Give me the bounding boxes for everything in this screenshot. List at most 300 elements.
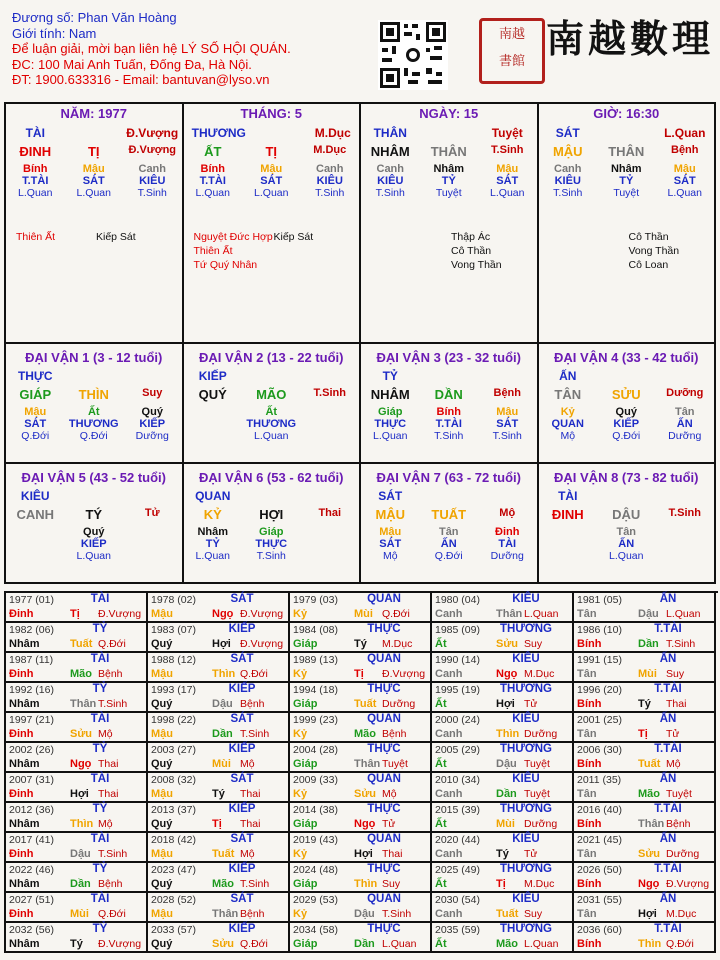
year-branch: Sửu: [496, 638, 519, 650]
hidden-state: L.Quan: [76, 187, 111, 199]
year-cell[interactable]: [6, 653, 148, 683]
year-stem: Canh: [435, 908, 463, 920]
hidden-stem: [126, 526, 178, 538]
year-label: 2016 (40): [577, 804, 622, 816]
year-cell[interactable]: [6, 713, 148, 743]
hidden-state: T.Sinh: [256, 550, 286, 562]
year-stem: Ất: [435, 698, 447, 710]
year-label: 1997 (21): [9, 714, 54, 726]
year-label: 2027 (51): [9, 894, 54, 906]
year-cell[interactable]: [148, 923, 290, 953]
year-cell[interactable]: [6, 923, 148, 953]
hidden-state: L.Quan: [667, 187, 702, 199]
year-god: TỶ: [92, 743, 108, 755]
year-cell[interactable]: [574, 713, 716, 743]
qr-code-icon[interactable]: [378, 20, 448, 90]
year-cell[interactable]: [148, 893, 290, 923]
year-stem: Mậu: [151, 728, 173, 740]
year-branch: Sửu: [70, 728, 93, 740]
hidden-state: [304, 430, 356, 442]
year-god: KIÊU: [512, 773, 540, 785]
year-cell[interactable]: [432, 923, 574, 953]
year-branch: Dần: [638, 638, 659, 650]
pillar-branch-state: Đ.Vượng: [128, 144, 177, 156]
year-cell[interactable]: [6, 743, 148, 773]
year-branch: Sửu: [354, 788, 377, 800]
hidden-god: [126, 538, 178, 550]
year-branch: Thìn: [354, 878, 378, 890]
hidden-god: KIẾP: [80, 538, 107, 550]
contact-phone-email: ĐT: 1900.633316 - Email: bantuvan@lyso.vn: [12, 72, 270, 87]
year-state: L.Quan: [524, 608, 559, 620]
hidden-state: [9, 550, 61, 562]
star-label: Thiên Ất: [193, 245, 233, 257]
year-state: Dưỡng: [524, 818, 558, 830]
year-branch: Hợi: [70, 788, 89, 800]
year-stem: Bính: [577, 638, 602, 650]
hidden-state: T.Sinh: [375, 187, 405, 199]
year-cell[interactable]: [432, 743, 574, 773]
year-state: Q.Đới: [382, 608, 410, 620]
hidden-god: [542, 538, 594, 550]
year-stem: Nhâm: [9, 698, 40, 710]
hidden-stem: Quý: [615, 406, 637, 418]
year-stem: Tân: [577, 908, 597, 920]
year-label: 2025 (49): [435, 864, 480, 876]
hidden-god: KIÊU: [139, 175, 166, 187]
year-cell[interactable]: [6, 593, 148, 623]
year-label: 1982 (06): [9, 624, 54, 636]
hidden-god: T.TÀI: [199, 175, 226, 187]
year-label: 2019 (43): [293, 834, 338, 846]
dai-van-stem: QUÝ: [198, 387, 227, 402]
year-cell[interactable]: [148, 773, 290, 803]
year-cell[interactable]: [290, 713, 432, 743]
hidden-stem: Tân: [674, 406, 695, 418]
pillar-branch-state: Bệnh: [671, 144, 699, 156]
year-cell[interactable]: [148, 713, 290, 743]
year-branch: Thìn: [70, 818, 94, 830]
year-branch: Tị: [496, 878, 506, 890]
pillar-month[interactable]: [184, 104, 362, 344]
year-god: QUAN: [367, 593, 401, 605]
year-label: 1995 (19): [435, 684, 480, 696]
year-branch: Thân: [496, 608, 523, 620]
hidden-god: THƯƠNG: [68, 418, 119, 430]
year-state: Bệnh: [98, 878, 123, 890]
dai-van-row-1: [4, 344, 716, 464]
pillar-branch-state: T.Sinh: [491, 144, 524, 156]
hidden-state: Q.Đới: [21, 430, 50, 442]
year-stem: Giáp: [293, 938, 318, 950]
hidden-state: [187, 430, 239, 442]
pillar-branch: THÂN: [608, 144, 645, 159]
year-cell[interactable]: [432, 713, 574, 743]
year-cell[interactable]: [290, 683, 432, 713]
year-god: T.TÀI: [654, 863, 682, 875]
year-branch: Tý: [354, 638, 367, 650]
year-cell[interactable]: [574, 653, 716, 683]
year-label: 1990 (14): [435, 654, 480, 666]
year-cell[interactable]: [574, 923, 716, 953]
dai-van-title: ĐẠI VẬN 4 (33 - 42 tuổi): [554, 350, 699, 365]
dai-van-branch: THÌN: [78, 387, 109, 402]
year-god: THỰC: [367, 923, 401, 935]
year-stem: Đinh: [9, 848, 34, 860]
hidden-state: Q.Đới: [612, 430, 641, 442]
year-state: T.Sinh: [240, 878, 270, 890]
year-cell[interactable]: [574, 893, 716, 923]
owner-gender: Giới tính: Nam: [12, 25, 97, 41]
pillar-state: L.Quan: [664, 126, 706, 140]
hidden-state: L.Quan: [609, 550, 644, 562]
year-stem: Ất: [435, 878, 447, 890]
year-stem: Mậu: [151, 788, 173, 800]
hidden-god: TỶ: [619, 175, 634, 187]
pillar-state: Tuyệt: [491, 126, 523, 140]
year-state: Mộ: [98, 818, 113, 830]
dai-van-title: ĐẠI VẬN 7 (63 - 72 tuổi): [376, 470, 521, 485]
year-cell[interactable]: [432, 593, 574, 623]
year-cell[interactable]: [432, 773, 574, 803]
hidden-state: Dưỡng: [490, 550, 524, 562]
hidden-god: KIẾP: [613, 418, 640, 430]
dai-van-god: KIẾP: [198, 369, 227, 383]
year-stem: Ất: [435, 938, 447, 950]
year-cell[interactable]: [290, 893, 432, 923]
pillar-title: THÁNG: 5: [240, 106, 302, 121]
year-state: Suy: [666, 668, 685, 680]
year-cell[interactable]: [432, 863, 574, 893]
year-label: 2021 (45): [577, 834, 622, 846]
year-god: THƯƠNG: [500, 683, 552, 695]
year-state: Đ.Vượng: [240, 638, 284, 650]
hidden-state: L.Quan: [254, 187, 289, 199]
hidden-state: L.Quan: [254, 430, 289, 442]
year-label: 1979 (03): [293, 594, 338, 606]
dai-van-cell[interactable]: [184, 464, 362, 584]
year-label: 2005 (29): [435, 744, 480, 756]
annual-luck-table: [4, 591, 718, 953]
year-row: [6, 773, 718, 803]
year-cell[interactable]: [432, 683, 574, 713]
year-cell[interactable]: [148, 863, 290, 893]
year-branch: Hợi: [638, 908, 657, 920]
year-cell[interactable]: [574, 683, 716, 713]
year-label: 2010 (34): [435, 774, 480, 786]
year-god: QUAN: [367, 713, 401, 725]
dai-van-state: Tử: [144, 507, 160, 519]
year-branch: Thân: [354, 758, 381, 770]
year-label: 2032 (56): [9, 924, 54, 936]
year-branch: Dậu: [638, 608, 659, 620]
pillar-title: NGÀY: 15: [419, 106, 479, 121]
dai-van-cell[interactable]: [539, 344, 717, 464]
year-stem: Quý: [151, 698, 173, 710]
hidden-state: L.Quan: [490, 187, 525, 199]
year-god: THỰC: [367, 743, 401, 755]
year-label: 2020 (44): [435, 834, 480, 846]
dai-van-state: Mộ: [499, 507, 516, 519]
year-god: T.TÀI: [654, 623, 682, 635]
year-state: T.Sinh: [382, 908, 412, 920]
year-cell[interactable]: [290, 743, 432, 773]
dai-van-branch: HỢI: [259, 507, 284, 522]
year-cell[interactable]: [574, 593, 716, 623]
year-state: Q.Đới: [98, 908, 126, 920]
dai-van-cell[interactable]: [6, 464, 184, 584]
year-label: 2017 (41): [9, 834, 54, 846]
year-cell[interactable]: [148, 593, 290, 623]
year-stem: Giáp: [293, 878, 318, 890]
hidden-state: Dưỡng: [135, 430, 169, 442]
pillar-year[interactable]: [6, 104, 184, 344]
header: [0, 0, 720, 100]
year-cell[interactable]: [6, 803, 148, 833]
year-cell[interactable]: [290, 923, 432, 953]
hidden-god: [304, 538, 356, 550]
year-stem: Nhâm: [9, 938, 40, 950]
year-god: T.TÀI: [654, 683, 682, 695]
year-god: TÀI: [90, 893, 110, 905]
hidden-god: TỶ: [205, 538, 220, 550]
year-label: 2000 (24): [435, 714, 480, 726]
hidden-god: ẤN: [618, 538, 635, 550]
stars-left: [194, 230, 273, 272]
hidden-god: TỶ: [441, 175, 456, 187]
year-label: 2023 (47): [151, 864, 196, 876]
pillar-day[interactable]: [361, 104, 539, 344]
hidden-stem: Giáp: [259, 526, 284, 538]
year-state: Tuyệt: [524, 788, 550, 800]
pillar-hour[interactable]: [539, 104, 717, 344]
year-cell[interactable]: [148, 623, 290, 653]
hidden-god: T.TÀI: [435, 418, 462, 430]
year-cell[interactable]: [574, 623, 716, 653]
year-cell[interactable]: [290, 593, 432, 623]
year-state: Suy: [524, 908, 543, 920]
year-branch: Tý: [212, 788, 225, 800]
year-label: 2011 (35): [577, 774, 622, 786]
dai-van-cell[interactable]: [361, 464, 539, 584]
year-label: 2001 (25): [577, 714, 622, 726]
hidden-state: Mộ: [560, 430, 576, 442]
year-state: Đ.Vượng: [666, 878, 710, 890]
year-branch: Mão: [70, 668, 92, 680]
year-god: TÀI: [90, 713, 110, 725]
year-cell[interactable]: [432, 653, 574, 683]
year-label: 2029 (53): [293, 894, 338, 906]
hidden-stem: Đinh: [495, 526, 520, 538]
year-cell[interactable]: [574, 773, 716, 803]
year-cell[interactable]: [148, 803, 290, 833]
year-label: 1987 (11): [9, 654, 54, 666]
dai-van-stem: ĐINH: [551, 507, 584, 522]
year-cell[interactable]: [6, 833, 148, 863]
hidden-stem: Canh: [376, 163, 404, 175]
year-god: ẤN: [659, 893, 677, 905]
dai-van-cell[interactable]: [361, 344, 539, 464]
pillar-god: SÁT: [555, 126, 580, 140]
contact-address: ĐC: 100 Mai Anh Tuấn, Đống Đa, Hà Nội.: [12, 56, 252, 72]
year-state: Mộ: [240, 758, 255, 770]
year-state: Dưỡng: [666, 848, 700, 860]
year-cell[interactable]: [290, 833, 432, 863]
dai-van-title: ĐẠI VẬN 5 (43 - 52 tuổi): [21, 470, 166, 485]
year-label: 2018 (42): [151, 834, 196, 846]
dai-van-cell[interactable]: [539, 464, 717, 584]
dai-van-god: SÁT: [378, 489, 403, 503]
year-state: T.Sinh: [240, 728, 270, 740]
year-cell[interactable]: [148, 743, 290, 773]
year-cell[interactable]: [432, 623, 574, 653]
year-label: 1998 (22): [151, 714, 196, 726]
year-cell[interactable]: [6, 893, 148, 923]
year-cell[interactable]: [574, 803, 716, 833]
year-state: Dưỡng: [524, 728, 558, 740]
pillar-title: GIỜ: 16:30: [593, 106, 660, 121]
year-stem: Quý: [151, 758, 173, 770]
hidden-state: L.Quan: [195, 550, 230, 562]
year-label: 1988 (12): [151, 654, 196, 666]
year-cell[interactable]: [290, 803, 432, 833]
year-stem: Mậu: [151, 608, 173, 620]
star-label: Thập Ác: [451, 231, 491, 243]
year-god: QUAN: [367, 773, 401, 785]
year-label: 1977 (01): [9, 594, 54, 606]
dai-van-title: ĐẠI VẬN 6 (53 - 62 tuổi): [199, 470, 344, 485]
year-branch: Dậu: [70, 848, 91, 860]
year-state: Tuyệt: [382, 758, 408, 770]
year-branch: Dần: [212, 728, 233, 740]
hidden-god: T.TÀI: [22, 175, 49, 187]
hidden-god: SÁT: [379, 538, 402, 550]
year-god: TÀI: [90, 833, 110, 845]
year-stem: Nhâm: [9, 638, 40, 650]
year-cell[interactable]: [290, 653, 432, 683]
dai-van-god: TÀI: [558, 489, 578, 503]
year-label: 1992 (16): [9, 684, 54, 696]
dai-van-stem: CANH: [16, 507, 55, 522]
pillar-stem: NHÂM: [370, 144, 410, 159]
hidden-god: ẤN: [676, 418, 693, 430]
hidden-stem: Mậu: [673, 163, 696, 175]
year-cell[interactable]: [6, 683, 148, 713]
year-branch: Dần: [354, 938, 375, 950]
year-cell[interactable]: [290, 623, 432, 653]
year-state: Suy: [524, 638, 543, 650]
year-row: [6, 893, 718, 923]
year-branch: Tý: [70, 938, 83, 950]
year-cell[interactable]: [432, 803, 574, 833]
year-cell[interactable]: [148, 833, 290, 863]
year-stem: Đinh: [9, 908, 34, 920]
dai-van-branch: DẦN: [434, 387, 463, 402]
year-god: KIÊU: [512, 593, 540, 605]
year-cell[interactable]: [290, 773, 432, 803]
dai-van-stem: KỶ: [203, 507, 222, 522]
hidden-god: ẤN: [440, 538, 457, 550]
year-state: Đ.Vượng: [240, 608, 284, 620]
star-label: Vong Thần: [628, 245, 680, 257]
year-stem: Nhâm: [9, 878, 40, 890]
year-stem: Đinh: [9, 668, 34, 680]
hidden-state: Tuyệt: [435, 187, 462, 199]
year-branch: Ngọ: [212, 608, 234, 620]
hidden-stem: [187, 406, 239, 418]
year-branch: Dậu: [354, 908, 375, 920]
year-branch: Ngọ: [354, 818, 376, 830]
year-cell[interactable]: [148, 653, 290, 683]
year-label: 2004 (28): [293, 744, 338, 756]
year-state: Mộ: [382, 788, 397, 800]
year-branch: Tý: [638, 698, 651, 710]
hidden-god: SÁT: [82, 175, 105, 187]
year-branch: Hợi: [212, 638, 231, 650]
dai-van-stem: TÂN: [554, 387, 582, 402]
year-god: KIẾP: [228, 743, 256, 755]
year-god: KIẾP: [228, 863, 256, 875]
year-label: 2013 (37): [151, 804, 196, 816]
year-state: Mộ: [98, 728, 113, 740]
dai-van-title: ĐẠI VẬN 2 (13 - 22 tuổi): [199, 350, 344, 365]
year-stem: Tân: [577, 668, 597, 680]
hidden-state: [126, 550, 178, 562]
star-label: Tứ Quý Nhân: [193, 259, 258, 271]
year-cell[interactable]: [574, 863, 716, 893]
year-state: Bệnh: [382, 728, 407, 740]
dai-van-state: Thai: [318, 507, 342, 519]
year-branch: Tý: [496, 848, 509, 860]
hidden-state: L.Quan: [76, 550, 111, 562]
year-cell[interactable]: [432, 893, 574, 923]
dai-van-cell[interactable]: [184, 344, 362, 464]
year-cell[interactable]: [574, 743, 716, 773]
year-branch: Tuất: [70, 638, 93, 650]
year-state: Tử: [524, 848, 538, 860]
year-god: ẤN: [659, 653, 677, 665]
year-cell[interactable]: [574, 833, 716, 863]
year-label: 1996 (20): [577, 684, 622, 696]
year-label: 2034 (58): [293, 924, 338, 936]
year-cell[interactable]: [6, 863, 148, 893]
year-branch: Ngọ: [496, 668, 518, 680]
year-cell[interactable]: [290, 863, 432, 893]
pillar-title: NĂM: 1977: [60, 106, 127, 121]
year-stem: Quý: [151, 638, 173, 650]
year-state: Bệnh: [98, 668, 123, 680]
year-cell[interactable]: [6, 773, 148, 803]
year-state: Bệnh: [666, 818, 691, 830]
year-cell[interactable]: [148, 683, 290, 713]
year-god: SÁT: [230, 833, 254, 845]
year-label: 1986 (10): [577, 624, 622, 636]
year-row: [6, 653, 718, 683]
year-state: Tử: [524, 698, 538, 710]
year-cell[interactable]: [432, 833, 574, 863]
hidden-stem: Nhâm: [610, 163, 642, 175]
year-cell[interactable]: [6, 623, 148, 653]
year-branch: Tị: [212, 818, 222, 830]
dai-van-cell[interactable]: [6, 344, 184, 464]
hidden-state: T.Sinh: [137, 187, 167, 199]
hidden-state: [542, 550, 594, 562]
year-stem: Giáp: [293, 758, 318, 770]
star-label: Kiếp Sát: [273, 231, 314, 243]
year-god: ẤN: [659, 593, 677, 605]
year-label: 2012 (36): [9, 804, 54, 816]
hidden-god: SÁT: [260, 175, 283, 187]
